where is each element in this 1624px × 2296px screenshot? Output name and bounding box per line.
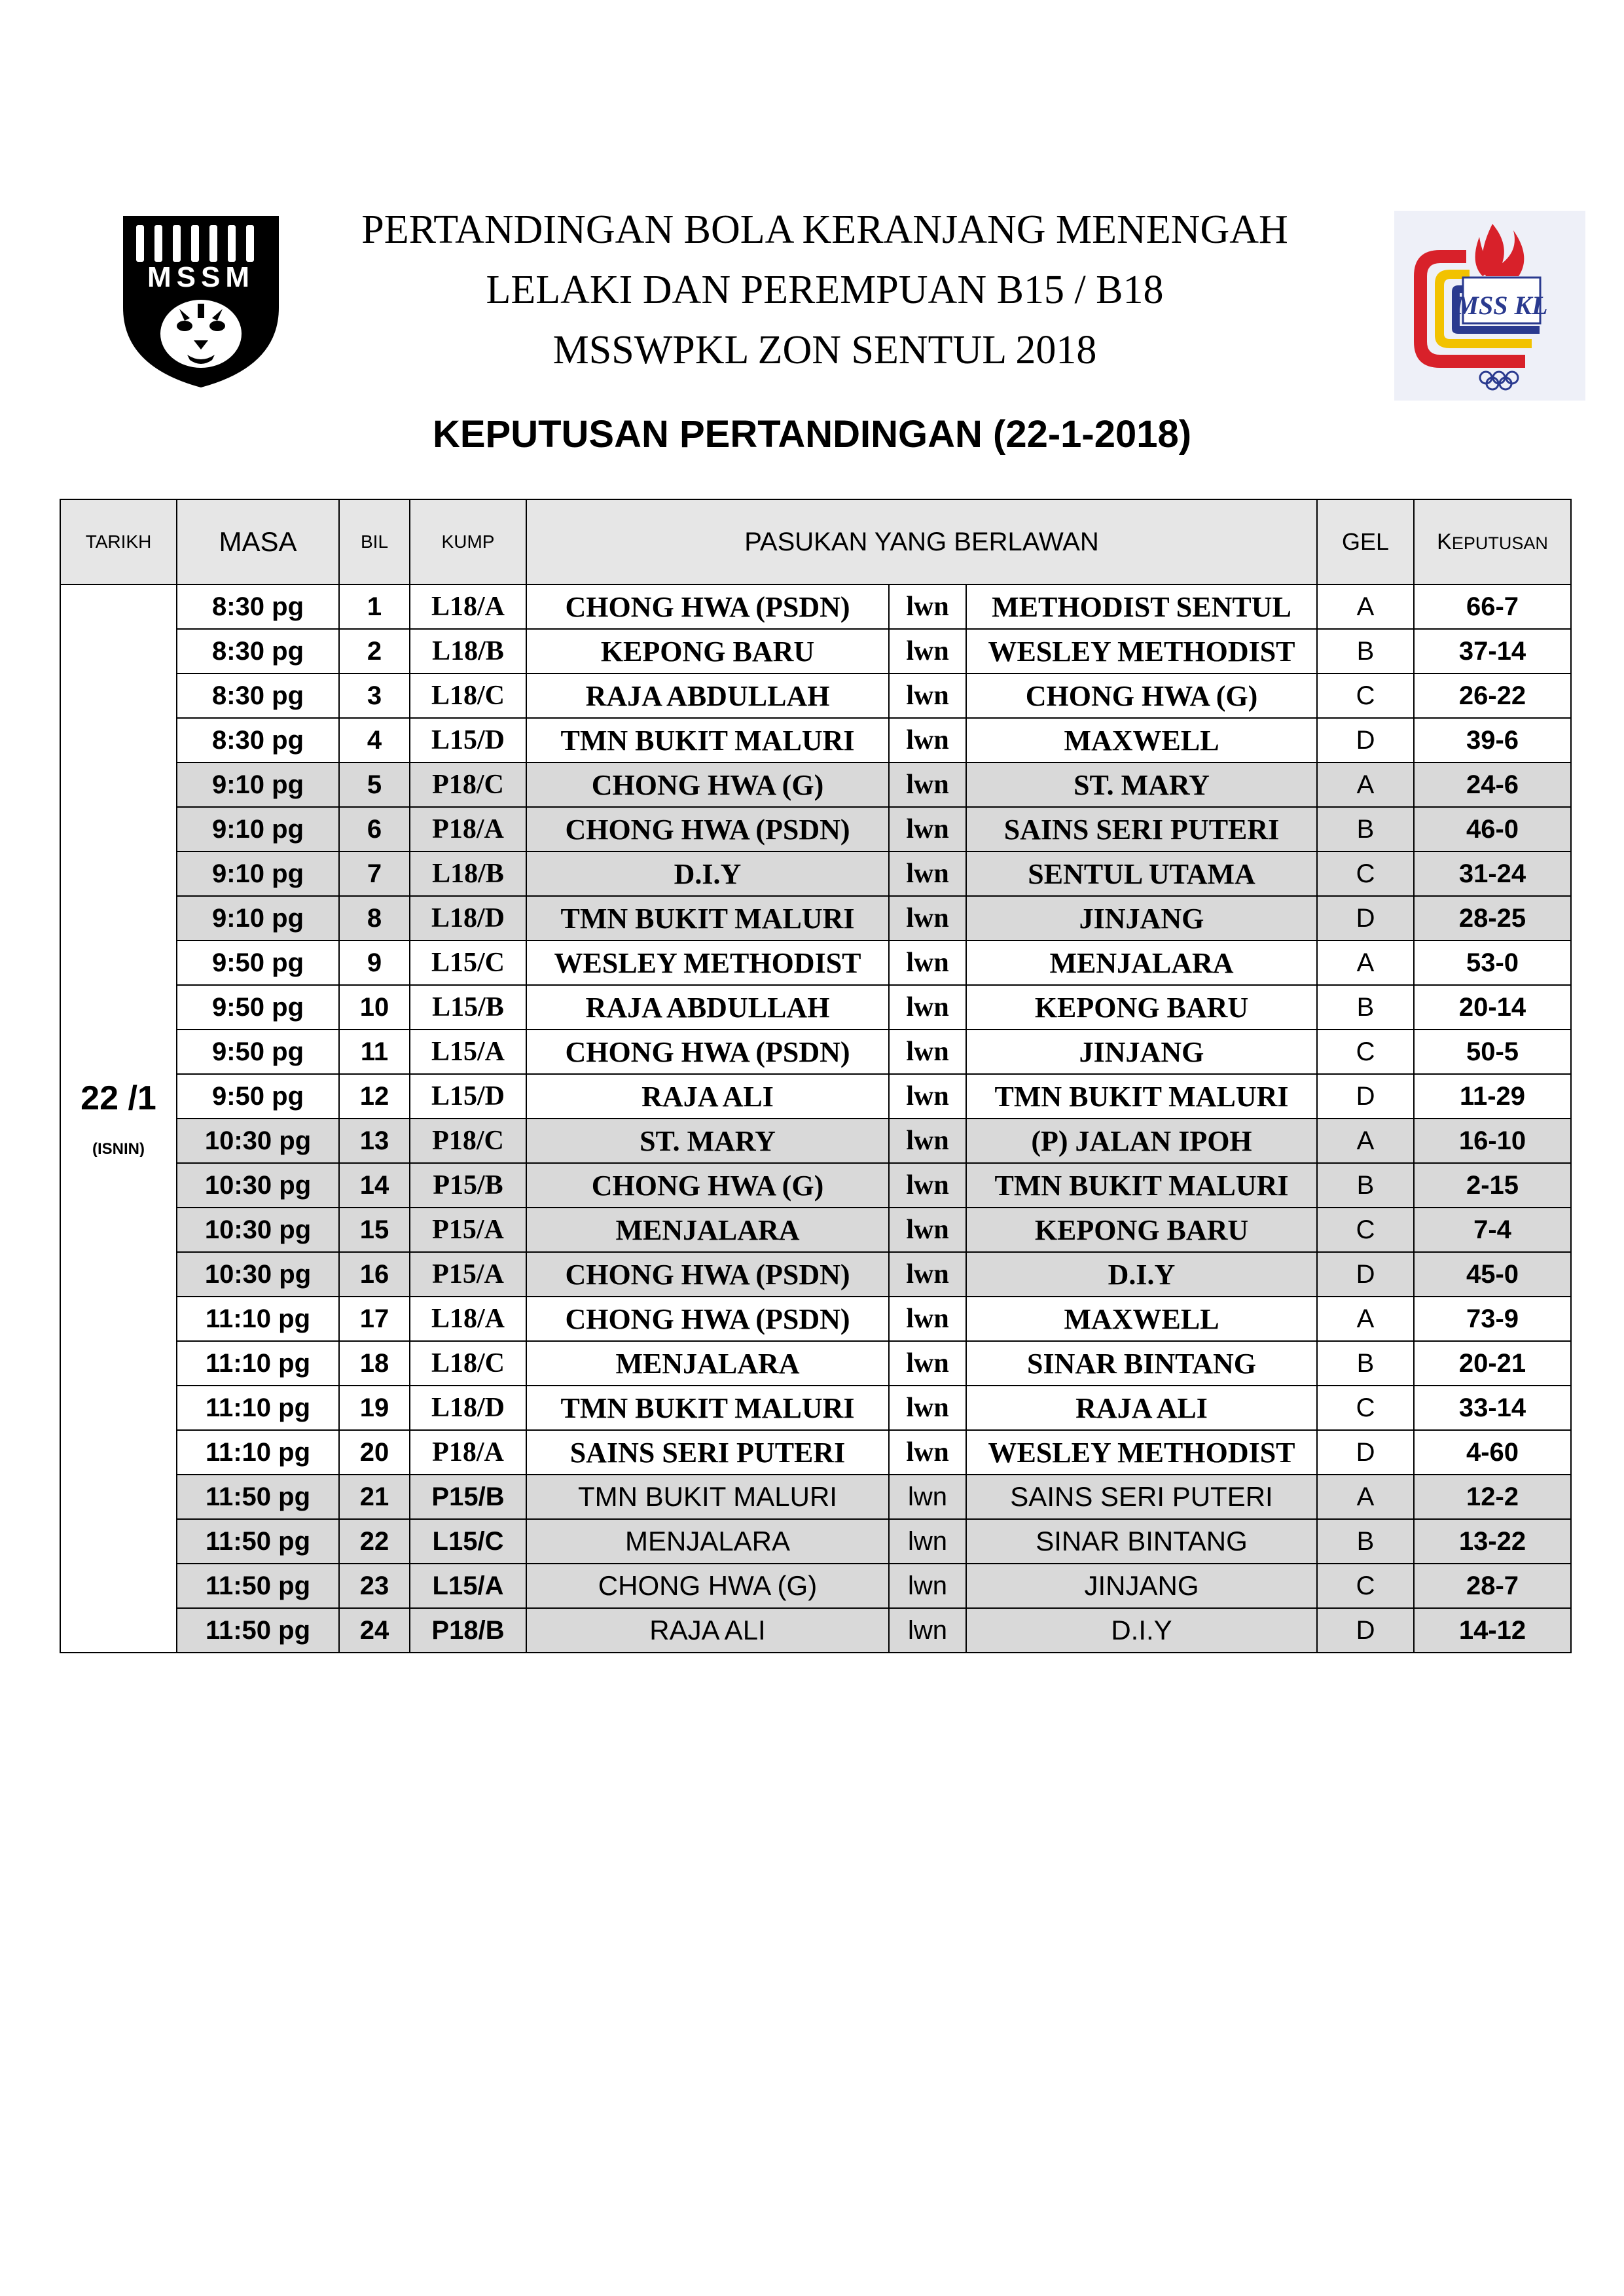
team-away-cell: MAXWELL bbox=[966, 718, 1317, 762]
versus-cell: lwn bbox=[889, 807, 966, 852]
result-cell: 28-25 bbox=[1414, 896, 1571, 941]
bil-cell: 24 bbox=[339, 1608, 410, 1653]
masa-cell: 8:30 pg bbox=[177, 629, 339, 673]
gel-cell: A bbox=[1317, 941, 1414, 985]
kump-cell: L18/D bbox=[410, 1386, 526, 1430]
masa-cell: 10:30 pg bbox=[177, 1252, 339, 1297]
team-home-cell: MENJALARA bbox=[526, 1208, 889, 1252]
masa-cell: 9:10 pg bbox=[177, 807, 339, 852]
result-cell: 37-14 bbox=[1414, 629, 1571, 673]
kump-cell: P18/A bbox=[410, 1430, 526, 1475]
logo-right-text: MSS KL bbox=[1455, 291, 1548, 320]
table-row bbox=[60, 1074, 1571, 1119]
kump-cell: L18/C bbox=[410, 673, 526, 718]
bil-cell: 23 bbox=[339, 1564, 410, 1608]
gel-cell: C bbox=[1317, 1030, 1414, 1074]
versus-cell: lwn bbox=[889, 896, 966, 941]
kump-cell: L15/C bbox=[410, 941, 526, 985]
table-row bbox=[60, 985, 1571, 1030]
team-home-cell: RAJA ALI bbox=[526, 1608, 889, 1653]
table-row bbox=[60, 1475, 1571, 1519]
masa-cell: 11:10 pg bbox=[177, 1341, 339, 1386]
bil-cell: 18 bbox=[339, 1341, 410, 1386]
gel-cell: B bbox=[1317, 807, 1414, 852]
result-cell: 53-0 bbox=[1414, 941, 1571, 985]
header-tarikh: TARIKH bbox=[60, 499, 177, 584]
masa-cell: 8:30 pg bbox=[177, 584, 339, 629]
kump-cell: L15/D bbox=[410, 718, 526, 762]
team-away-cell: WESLEY METHODIST bbox=[966, 1430, 1317, 1475]
team-home-cell: CHONG HWA (PSDN) bbox=[526, 1252, 889, 1297]
versus-cell: lwn bbox=[889, 1608, 966, 1653]
versus-cell: lwn bbox=[889, 1519, 966, 1564]
kump-cell: L18/B bbox=[410, 852, 526, 896]
team-home-cell: CHONG HWA (G) bbox=[526, 762, 889, 807]
gel-cell: B bbox=[1317, 1341, 1414, 1386]
masa-cell: 9:50 pg bbox=[177, 1074, 339, 1119]
team-home-cell: RAJA ABDULLAH bbox=[526, 985, 889, 1030]
kump-cell: L15/A bbox=[410, 1564, 526, 1608]
team-home-cell: TMN BUKIT MALURI bbox=[526, 718, 889, 762]
date-label: 22 /1 bbox=[81, 1079, 156, 1117]
team-away-cell: (P) JALAN IPOH bbox=[966, 1119, 1317, 1163]
bil-cell: 14 bbox=[339, 1163, 410, 1208]
date-cell bbox=[60, 584, 177, 1653]
bil-cell: 11 bbox=[339, 1030, 410, 1074]
header-gel: GEL bbox=[1317, 499, 1414, 584]
kump-cell: L18/A bbox=[410, 584, 526, 629]
bil-cell: 9 bbox=[339, 941, 410, 985]
team-away-cell: JINJANG bbox=[966, 1030, 1317, 1074]
versus-cell: lwn bbox=[889, 718, 966, 762]
mssm-logo bbox=[117, 209, 285, 391]
team-away-cell: ST. MARY bbox=[966, 762, 1317, 807]
bil-cell: 19 bbox=[339, 1386, 410, 1430]
result-cell: 73-9 bbox=[1414, 1297, 1571, 1341]
gel-cell: D bbox=[1317, 896, 1414, 941]
title-line-1: PERTANDINGAN BOLA KERANJANG MENENGAH bbox=[361, 207, 1288, 252]
header-pasukan: PASUKAN YANG BERLAWAN bbox=[526, 499, 1317, 584]
bil-cell: 22 bbox=[339, 1519, 410, 1564]
result-cell: 24-6 bbox=[1414, 762, 1571, 807]
kump-cell: P18/B bbox=[410, 1608, 526, 1653]
gel-cell: A bbox=[1317, 1119, 1414, 1163]
gel-cell: C bbox=[1317, 852, 1414, 896]
kump-cell: P15/B bbox=[410, 1475, 526, 1519]
team-home-cell: TMN BUKIT MALURI bbox=[526, 1386, 889, 1430]
result-cell: 20-14 bbox=[1414, 985, 1571, 1030]
table-row bbox=[60, 718, 1571, 762]
table-row bbox=[60, 1208, 1571, 1252]
table-row bbox=[60, 1386, 1571, 1430]
kump-cell: P15/A bbox=[410, 1208, 526, 1252]
team-away-cell: TMN BUKIT MALURI bbox=[966, 1074, 1317, 1119]
result-cell: 39-6 bbox=[1414, 718, 1571, 762]
gel-cell: C bbox=[1317, 673, 1414, 718]
team-away-cell: D.I.Y bbox=[966, 1252, 1317, 1297]
masa-cell: 11:50 pg bbox=[177, 1608, 339, 1653]
table-row bbox=[60, 1564, 1571, 1608]
versus-cell: lwn bbox=[889, 673, 966, 718]
bil-cell: 8 bbox=[339, 896, 410, 941]
bil-cell: 7 bbox=[339, 852, 410, 896]
versus-cell: lwn bbox=[889, 629, 966, 673]
table-row bbox=[60, 1341, 1571, 1386]
kump-cell: L18/A bbox=[410, 1297, 526, 1341]
bil-cell: 1 bbox=[339, 584, 410, 629]
table-row bbox=[60, 1519, 1571, 1564]
versus-cell: lwn bbox=[889, 1252, 966, 1297]
table-row bbox=[60, 629, 1571, 673]
team-home-cell: TMN BUKIT MALURI bbox=[526, 896, 889, 941]
team-home-cell: ST. MARY bbox=[526, 1119, 889, 1163]
kump-cell: P18/C bbox=[410, 762, 526, 807]
table-row bbox=[60, 941, 1571, 985]
kump-cell: P18/A bbox=[410, 807, 526, 852]
masa-cell: 9:10 pg bbox=[177, 852, 339, 896]
result-cell: 13-22 bbox=[1414, 1519, 1571, 1564]
versus-cell: lwn bbox=[889, 1297, 966, 1341]
result-cell: 66-7 bbox=[1414, 584, 1571, 629]
table-row bbox=[60, 1163, 1571, 1208]
result-cell: 33-14 bbox=[1414, 1386, 1571, 1430]
table-row bbox=[60, 1252, 1571, 1297]
gel-cell: A bbox=[1317, 584, 1414, 629]
result-cell: 20-21 bbox=[1414, 1341, 1571, 1386]
bil-cell: 10 bbox=[339, 985, 410, 1030]
kump-cell: L15/C bbox=[410, 1519, 526, 1564]
gel-cell: C bbox=[1317, 1208, 1414, 1252]
team-away-cell: TMN BUKIT MALURI bbox=[966, 1163, 1317, 1208]
masa-cell: 11:10 pg bbox=[177, 1386, 339, 1430]
versus-cell: lwn bbox=[889, 1475, 966, 1519]
masa-cell: 8:30 pg bbox=[177, 718, 339, 762]
result-cell: 16-10 bbox=[1414, 1119, 1571, 1163]
masa-cell: 11:50 pg bbox=[177, 1519, 339, 1564]
header-keputusan bbox=[1414, 499, 1571, 584]
versus-cell: lwn bbox=[889, 941, 966, 985]
title-line-3: MSSWPKL ZON SENTUL 2018 bbox=[552, 328, 1097, 372]
team-home-cell: CHONG HWA (PSDN) bbox=[526, 807, 889, 852]
gel-cell: B bbox=[1317, 1519, 1414, 1564]
table-row bbox=[60, 584, 1571, 629]
kump-cell: L18/D bbox=[410, 896, 526, 941]
table-row bbox=[60, 1608, 1571, 1653]
bil-cell: 2 bbox=[339, 629, 410, 673]
kump-cell: P15/B bbox=[410, 1163, 526, 1208]
masa-cell: 9:50 pg bbox=[177, 1030, 339, 1074]
page-subtitle: KEPUTUSAN PERTANDINGAN (22-1-2018) bbox=[432, 413, 1192, 456]
kump-cell: L18/C bbox=[410, 1341, 526, 1386]
table-row bbox=[60, 896, 1571, 941]
kump-cell: L15/A bbox=[410, 1030, 526, 1074]
team-home-cell: D.I.Y bbox=[526, 852, 889, 896]
result-cell: 11-29 bbox=[1414, 1074, 1571, 1119]
result-cell: 4-60 bbox=[1414, 1430, 1571, 1475]
result-cell: 14-12 bbox=[1414, 1608, 1571, 1653]
table-row bbox=[60, 673, 1571, 718]
table-row bbox=[60, 1119, 1571, 1163]
table-header-row bbox=[60, 499, 1571, 584]
logo-left-text: MSSM bbox=[147, 261, 255, 293]
table-row bbox=[60, 1297, 1571, 1341]
gel-cell: D bbox=[1317, 1608, 1414, 1653]
masa-cell: 9:50 pg bbox=[177, 941, 339, 985]
gel-cell: D bbox=[1317, 718, 1414, 762]
team-away-cell: RAJA ALI bbox=[966, 1386, 1317, 1430]
kump-cell: P15/A bbox=[410, 1252, 526, 1297]
header-keputusan-rest: EPUTUSAN bbox=[1451, 533, 1548, 553]
versus-cell: lwn bbox=[889, 1208, 966, 1252]
bil-cell: 16 bbox=[339, 1252, 410, 1297]
versus-cell: lwn bbox=[889, 1074, 966, 1119]
versus-cell: lwn bbox=[889, 584, 966, 629]
versus-cell: lwn bbox=[889, 1386, 966, 1430]
versus-cell: lwn bbox=[889, 1430, 966, 1475]
bil-cell: 12 bbox=[339, 1074, 410, 1119]
header-keputusan-initial: K bbox=[1437, 529, 1452, 554]
masa-cell: 10:30 pg bbox=[177, 1119, 339, 1163]
team-home-cell: RAJA ABDULLAH bbox=[526, 673, 889, 718]
masa-cell: 10:30 pg bbox=[177, 1163, 339, 1208]
table-body bbox=[60, 584, 1571, 1653]
gel-cell: B bbox=[1317, 629, 1414, 673]
team-away-cell: CHONG HWA (G) bbox=[966, 673, 1317, 718]
header-masa: MASA bbox=[177, 499, 339, 584]
team-home-cell: CHONG HWA (PSDN) bbox=[526, 584, 889, 629]
result-cell: 7-4 bbox=[1414, 1208, 1571, 1252]
team-home-cell: MENJALARA bbox=[526, 1341, 889, 1386]
bil-cell: 20 bbox=[339, 1430, 410, 1475]
gel-cell: D bbox=[1317, 1430, 1414, 1475]
team-away-cell: MAXWELL bbox=[966, 1297, 1317, 1341]
versus-cell: lwn bbox=[889, 1163, 966, 1208]
masa-cell: 8:30 pg bbox=[177, 673, 339, 718]
bil-cell: 5 bbox=[339, 762, 410, 807]
team-away-cell: KEPONG BARU bbox=[966, 985, 1317, 1030]
team-away-cell: SAINS SERI PUTERI bbox=[966, 1475, 1317, 1519]
result-cell: 46-0 bbox=[1414, 807, 1571, 852]
kump-cell: L18/B bbox=[410, 629, 526, 673]
table-row bbox=[60, 852, 1571, 896]
bil-cell: 15 bbox=[339, 1208, 410, 1252]
result-cell: 31-24 bbox=[1414, 852, 1571, 896]
team-away-cell: MENJALARA bbox=[966, 941, 1317, 985]
masa-cell: 9:10 pg bbox=[177, 762, 339, 807]
gel-cell: C bbox=[1317, 1564, 1414, 1608]
team-away-cell: WESLEY METHODIST bbox=[966, 629, 1317, 673]
team-home-cell: CHONG HWA (PSDN) bbox=[526, 1030, 889, 1074]
gel-cell: A bbox=[1317, 762, 1414, 807]
team-away-cell: D.I.Y bbox=[966, 1608, 1317, 1653]
bil-cell: 17 bbox=[339, 1297, 410, 1341]
gel-cell: B bbox=[1317, 985, 1414, 1030]
team-home-cell: SAINS SERI PUTERI bbox=[526, 1430, 889, 1475]
gel-cell: D bbox=[1317, 1074, 1414, 1119]
table-row bbox=[60, 1430, 1571, 1475]
kump-cell: P18/C bbox=[410, 1119, 526, 1163]
day-label: (ISNIN) bbox=[92, 1140, 145, 1158]
masa-cell: 11:10 pg bbox=[177, 1430, 339, 1475]
header-kump: KUMP bbox=[410, 499, 526, 584]
result-cell: 45-0 bbox=[1414, 1252, 1571, 1297]
team-home-cell: CHONG HWA (PSDN) bbox=[526, 1297, 889, 1341]
team-away-cell: SENTUL UTAMA bbox=[966, 852, 1317, 896]
gel-cell: D bbox=[1317, 1252, 1414, 1297]
team-away-cell: SINAR BINTANG bbox=[966, 1519, 1317, 1564]
table-row bbox=[60, 1030, 1571, 1074]
title-line-2: LELAKI DAN PEREMPUAN B15 / B18 bbox=[486, 268, 1164, 312]
gel-cell: C bbox=[1317, 1386, 1414, 1430]
gel-cell: A bbox=[1317, 1475, 1414, 1519]
team-home-cell: TMN BUKIT MALURI bbox=[526, 1475, 889, 1519]
versus-cell: lwn bbox=[889, 1119, 966, 1163]
masa-cell: 9:50 pg bbox=[177, 985, 339, 1030]
team-home-cell: KEPONG BARU bbox=[526, 629, 889, 673]
result-cell: 50-5 bbox=[1414, 1030, 1571, 1074]
masa-cell: 11:10 pg bbox=[177, 1297, 339, 1341]
team-home-cell: CHONG HWA (G) bbox=[526, 1564, 889, 1608]
result-cell: 2-15 bbox=[1414, 1163, 1571, 1208]
team-home-cell: WESLEY METHODIST bbox=[526, 941, 889, 985]
table-row bbox=[60, 762, 1571, 807]
team-away-cell: SAINS SERI PUTERI bbox=[966, 807, 1317, 852]
bil-cell: 4 bbox=[339, 718, 410, 762]
bil-cell: 21 bbox=[339, 1475, 410, 1519]
team-away-cell: KEPONG BARU bbox=[966, 1208, 1317, 1252]
versus-cell: lwn bbox=[889, 985, 966, 1030]
bil-cell: 13 bbox=[339, 1119, 410, 1163]
versus-cell: lwn bbox=[889, 1030, 966, 1074]
table-row bbox=[60, 807, 1571, 852]
masa-cell: 9:10 pg bbox=[177, 896, 339, 941]
result-cell: 12-2 bbox=[1414, 1475, 1571, 1519]
bil-cell: 6 bbox=[339, 807, 410, 852]
masa-cell: 11:50 pg bbox=[177, 1475, 339, 1519]
masa-cell: 10:30 pg bbox=[177, 1208, 339, 1252]
versus-cell: lwn bbox=[889, 1341, 966, 1386]
versus-cell: lwn bbox=[889, 762, 966, 807]
team-away-cell: METHODIST SENTUL bbox=[966, 584, 1317, 629]
gel-cell: A bbox=[1317, 1297, 1414, 1341]
results-table bbox=[60, 499, 1572, 1653]
team-home-cell: CHONG HWA (G) bbox=[526, 1163, 889, 1208]
masa-cell: 11:50 pg bbox=[177, 1564, 339, 1608]
document-title bbox=[295, 200, 1355, 380]
msskl-logo bbox=[1394, 211, 1585, 401]
team-away-cell: JINJANG bbox=[966, 1564, 1317, 1608]
bil-cell: 3 bbox=[339, 673, 410, 718]
versus-cell: lwn bbox=[889, 1564, 966, 1608]
team-home-cell: RAJA ALI bbox=[526, 1074, 889, 1119]
team-home-cell: MENJALARA bbox=[526, 1519, 889, 1564]
team-away-cell: JINJANG bbox=[966, 896, 1317, 941]
kump-cell: L15/D bbox=[410, 1074, 526, 1119]
kump-cell: L15/B bbox=[410, 985, 526, 1030]
result-cell: 28-7 bbox=[1414, 1564, 1571, 1608]
gel-cell: B bbox=[1317, 1163, 1414, 1208]
result-cell: 26-22 bbox=[1414, 673, 1571, 718]
header-bil: BIL bbox=[339, 499, 410, 584]
versus-cell: lwn bbox=[889, 852, 966, 896]
team-away-cell: SINAR BINTANG bbox=[966, 1341, 1317, 1386]
